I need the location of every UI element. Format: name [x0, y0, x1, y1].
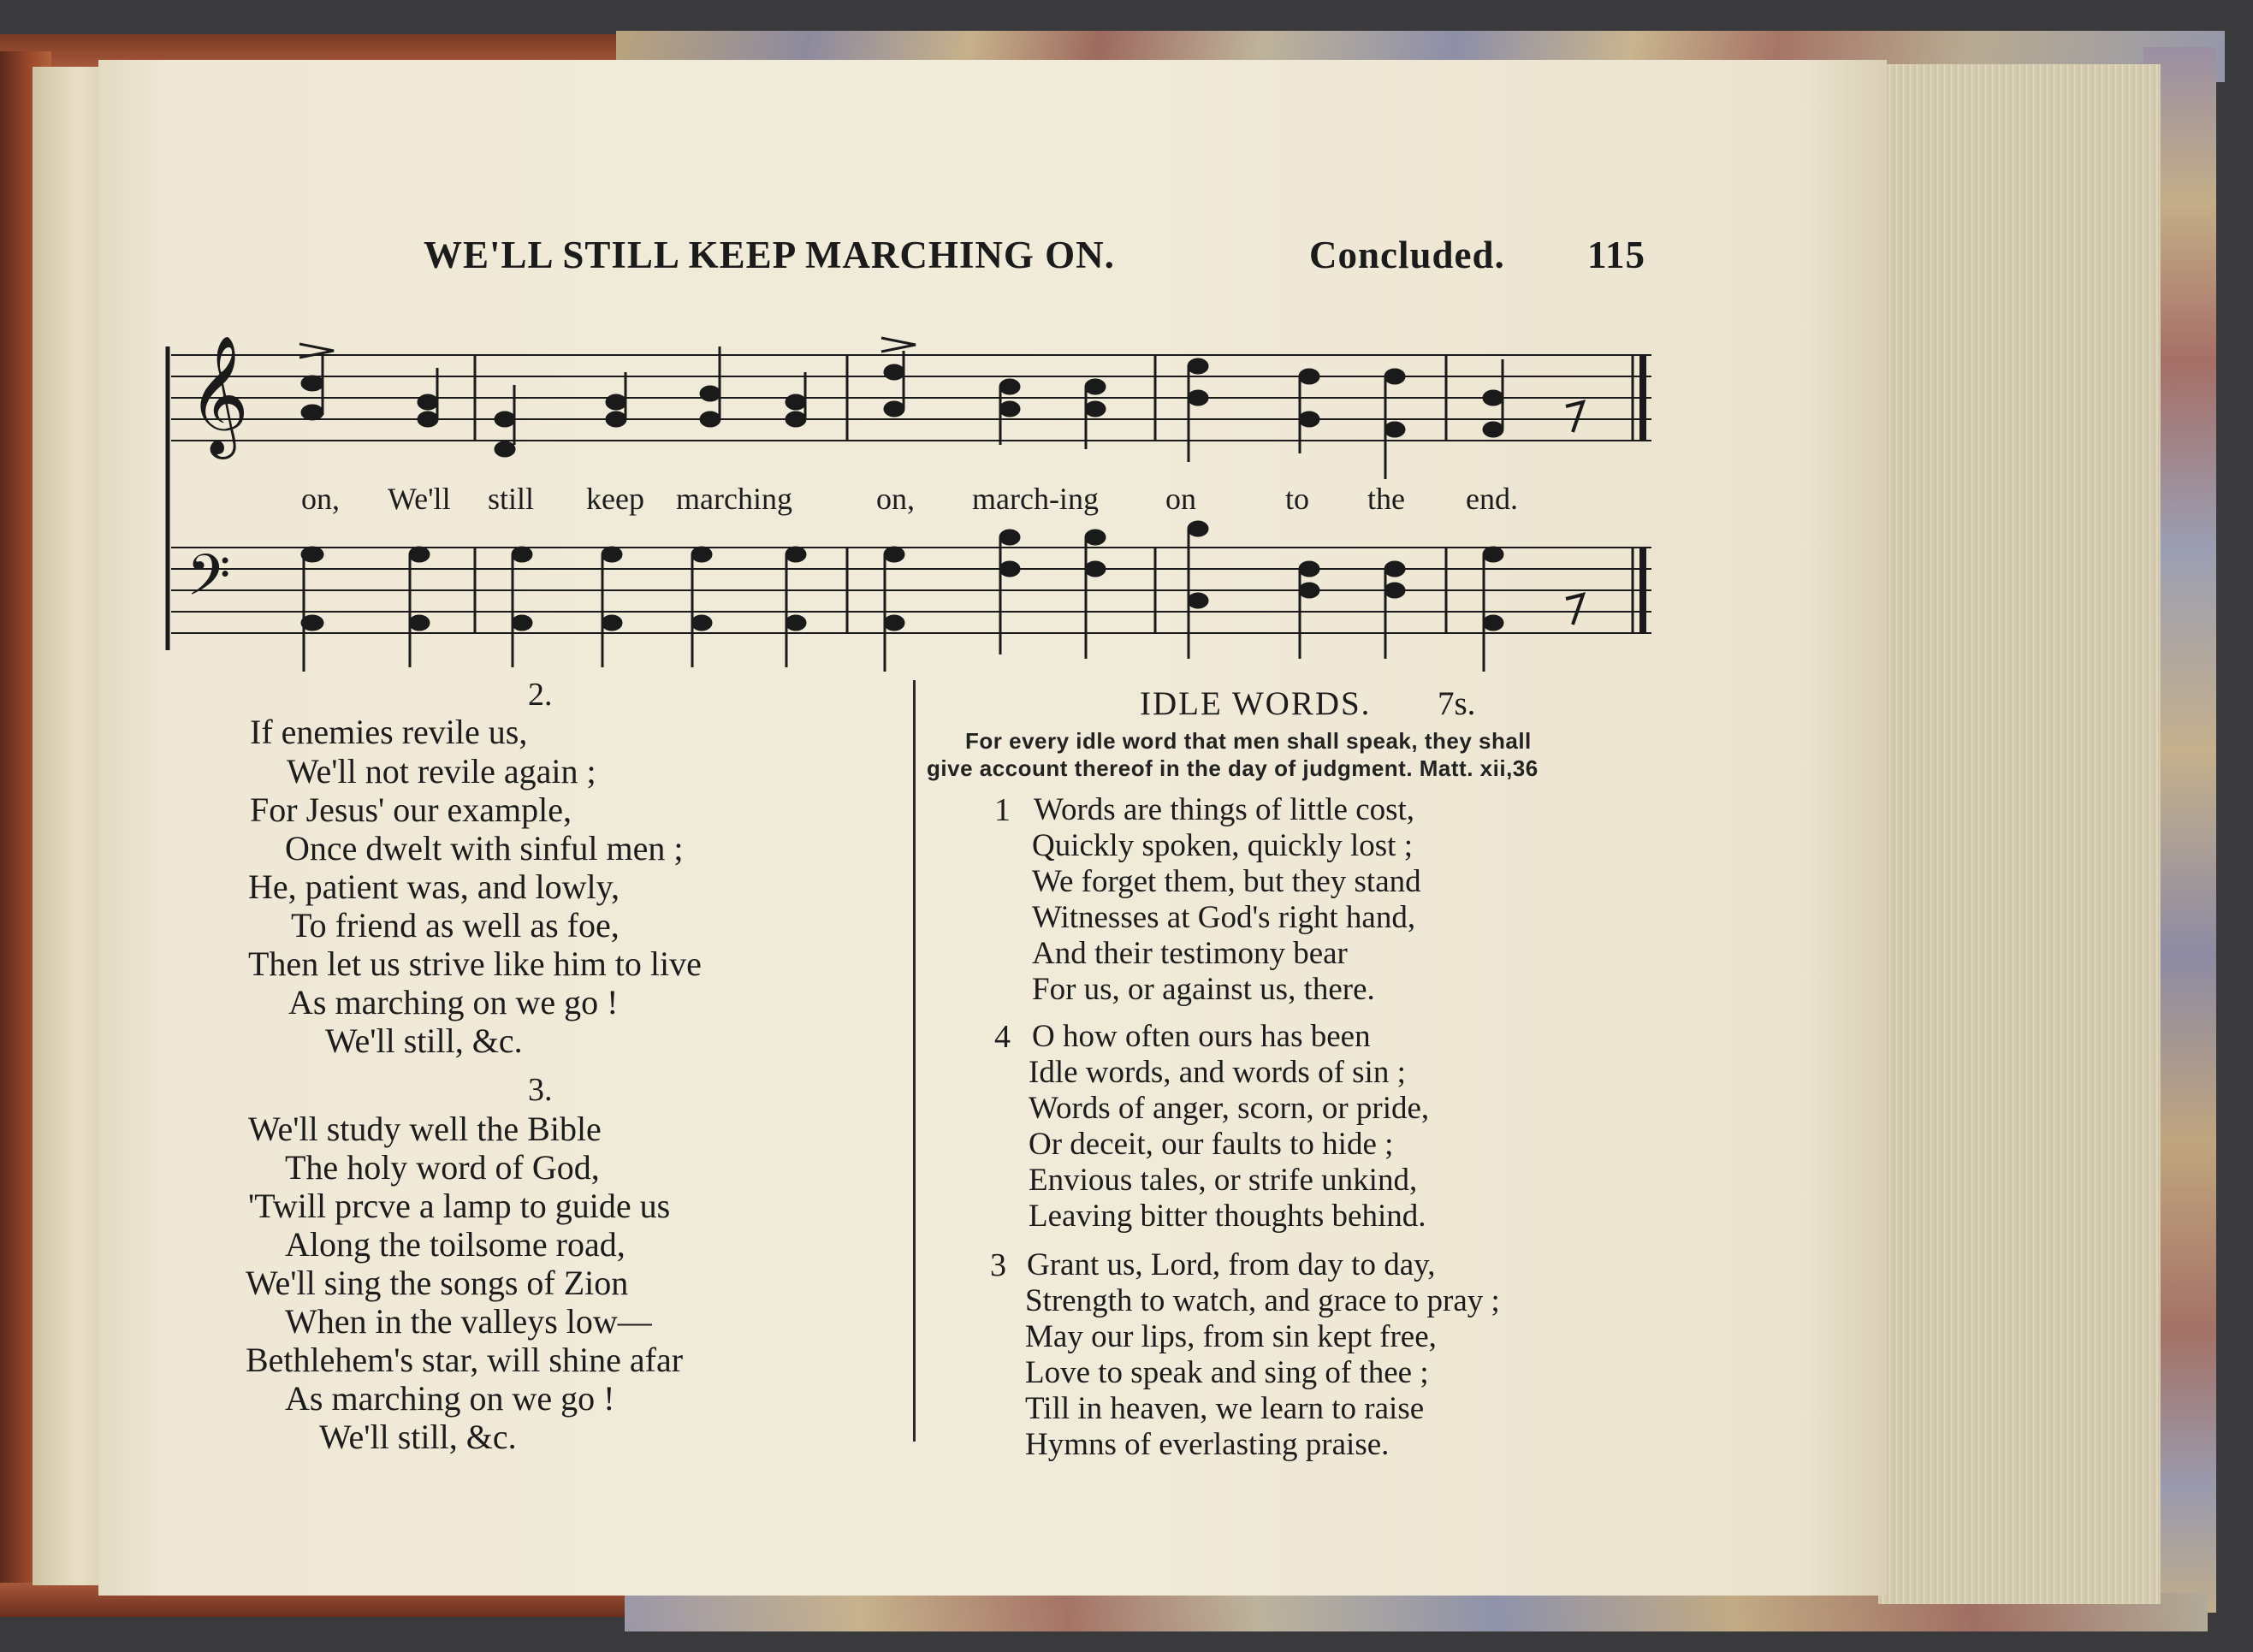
- verse-number: 3.: [528, 1072, 553, 1108]
- verse-line: As marching on we go !: [288, 983, 619, 1021]
- lyric-word: still: [488, 482, 535, 516]
- verse-number: 2.: [528, 677, 553, 713]
- verse-line: 'Twill prcve a lamp to guide us: [248, 1187, 671, 1225]
- concluded-label: Concluded.: [1309, 234, 1505, 276]
- verse-line: The holy word of God,: [285, 1148, 600, 1187]
- lyric-word: keep: [586, 482, 644, 516]
- lyric-word: We'll: [388, 482, 451, 516]
- lyric-word: on: [1165, 482, 1196, 516]
- verse-line: For Jesus' our example,: [250, 790, 572, 829]
- stanza-line: Love to speak and sing of thee ;: [1025, 1355, 1429, 1390]
- page-number: 115: [1587, 234, 1646, 276]
- bass-notes: [302, 522, 1503, 672]
- stanza-number: 4: [994, 1019, 1011, 1055]
- stanza-line: Words of anger, scorn, or pride,: [1029, 1091, 1430, 1126]
- verse-line: Once dwelt with sinful men ;: [285, 829, 684, 867]
- bass-staff: [171, 548, 1651, 633]
- page-block-edges: [1878, 64, 2161, 1604]
- verse-line: If enemies revile us,: [250, 713, 528, 751]
- verse-line: To friend as well as foe,: [291, 906, 620, 944]
- verse-line: We'll still, &c.: [325, 1021, 523, 1060]
- stanza-line: For us, or against us, there.: [1032, 972, 1375, 1007]
- lyric-word: on,: [301, 482, 340, 516]
- stanza-line: May our lips, from sin kept free,: [1025, 1319, 1437, 1354]
- verse-line: When in the valleys low—: [285, 1302, 652, 1341]
- verse-line: He, patient was, and lowly,: [248, 867, 620, 906]
- verse-line: We'll still, &c.: [319, 1418, 517, 1456]
- hymn-title: IDLE WORDS.: [1140, 685, 1372, 722]
- verse-line: Along the toilsome road,: [285, 1225, 626, 1264]
- lyric-word: on,: [876, 482, 915, 516]
- epigraph-line: give account thereof in the day of judgment. Matt. xii,36: [927, 755, 1539, 781]
- stanza-line: O how often ours has been: [1032, 1019, 1371, 1054]
- page-header: [424, 233, 1656, 284]
- epigraph-line: For every idle word that men shall speak, they shall: [965, 728, 1532, 754]
- stanza-line: We forget them, but they stand: [1032, 864, 1421, 899]
- verse-line: We'll sing the songs of Zion: [246, 1264, 629, 1302]
- stanza-line: Grant us, Lord, from day to day,: [1027, 1247, 1436, 1282]
- treble-clef-icon: 𝄞: [188, 335, 249, 454]
- stanza-line: Witnesses at God's right hand,: [1032, 900, 1416, 935]
- verse-line: Bethlehem's star, will shine afar: [246, 1341, 684, 1379]
- treble-staff: [171, 355, 1651, 441]
- stanza-number: 3: [990, 1247, 1006, 1283]
- stanza-line: Leaving bitter thoughts behind.: [1029, 1199, 1426, 1234]
- stanza-line: Hymns of everlasting praise.: [1025, 1427, 1390, 1462]
- verse-line: Then let us strive like him to live: [248, 944, 702, 983]
- bass-clef-icon: 𝄢: [187, 542, 231, 622]
- song-title: WE'LL STILL KEEP MARCHING ON.: [424, 234, 1115, 276]
- verse-line: As marching on we go !: [285, 1379, 615, 1418]
- stanza-line: Till in heaven, we learn to raise: [1025, 1391, 1425, 1426]
- stanza-line: Quickly spoken, quickly lost ;: [1032, 828, 1413, 863]
- stanza-line: Words are things of little cost,: [1034, 792, 1415, 827]
- column-divider: [913, 680, 916, 1442]
- lyric-word: end.: [1466, 482, 1518, 516]
- stanza-line: Strength to watch, and grace to pray ;: [1025, 1283, 1500, 1318]
- treble-notes: [302, 346, 1503, 479]
- hymn-meter: 7s.: [1438, 685, 1476, 722]
- stanza-number: 1: [994, 792, 1011, 828]
- lyric-word: the: [1367, 482, 1405, 516]
- stanza-line: And their testimony bear: [1032, 936, 1348, 971]
- verse-line: We'll not revile again ;: [287, 752, 596, 790]
- lyric-word: marching: [676, 482, 792, 516]
- lyric-word: march-ing: [972, 482, 1099, 516]
- stanza-line: Or deceit, our faults to hide ;: [1029, 1127, 1394, 1162]
- stanza-line: Idle words, and words of sin ;: [1029, 1055, 1406, 1090]
- lyric-word: to: [1285, 482, 1310, 516]
- verse-line: We'll study well the Bible: [248, 1110, 602, 1148]
- stanza-line: Envious tales, or strife unkind,: [1029, 1163, 1418, 1198]
